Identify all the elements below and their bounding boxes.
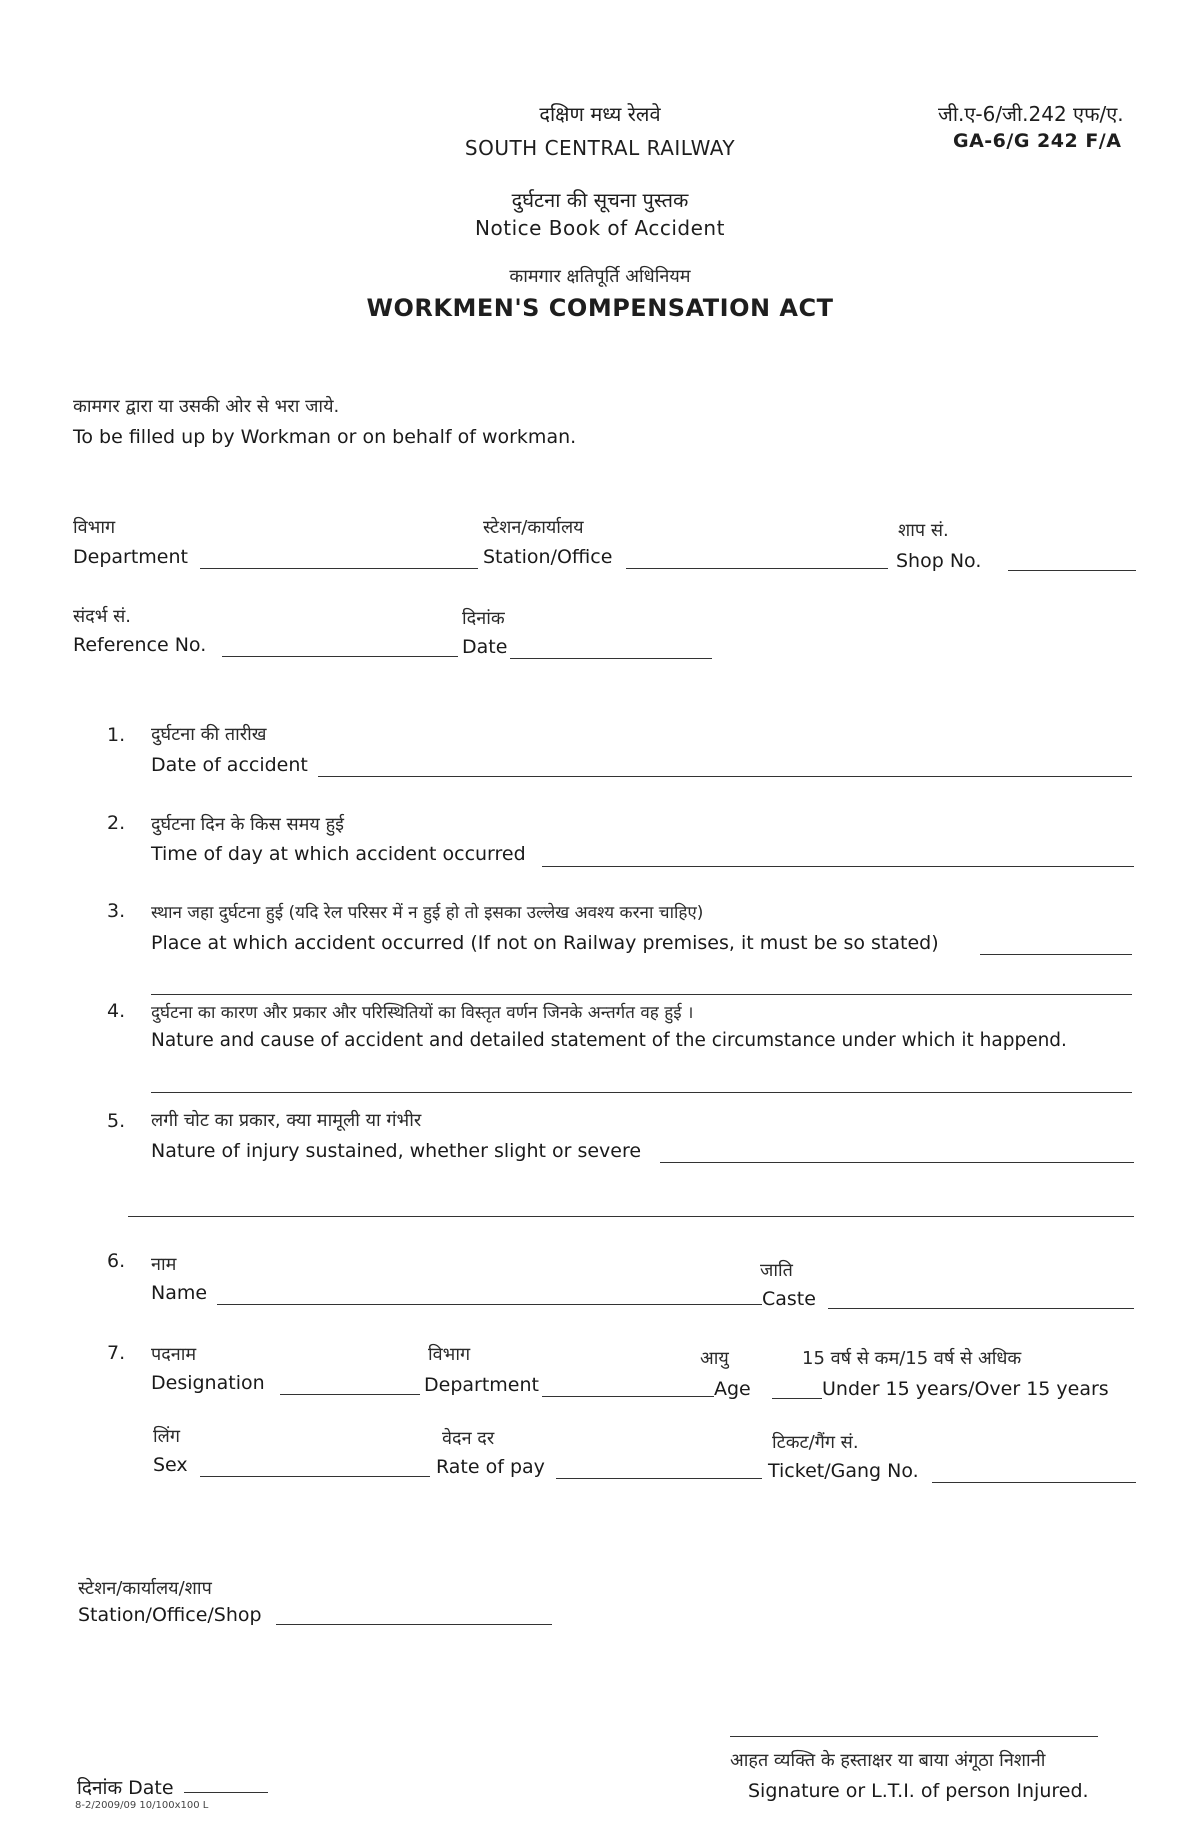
date-label: Date [462,636,508,658]
name-field[interactable] [217,1304,762,1305]
accident-nature-label: Nature and cause of accident and detailed statement of the circumstance under which it happend. [151,1030,1067,1051]
footer-date-field[interactable] [184,1792,268,1793]
name-label-hindi: नाम [151,1254,177,1275]
item-number: 4. [107,1000,126,1022]
caste-field[interactable] [828,1308,1134,1309]
department-field[interactable] [200,568,478,569]
signature-label-hindi: आहत व्यक्ति के हस्ताक्षर या बाया अंगूठा निशानी [730,1750,1046,1771]
accident-date-label: Date of accident [151,754,308,776]
name-label: Name [151,1282,208,1304]
notice-book-title: Notice Book of Accident [475,216,725,240]
item-number: 1. [107,724,126,746]
department-label: Department [73,546,188,568]
pay-label-hindi: वेदन दर [442,1428,495,1449]
print-code: 8-2/2009/09 10/100x100 L [75,1800,209,1811]
instruction: To be filled up by Workman or on behalf of workman. [73,426,577,448]
injury-nature-label-hindi: लगी चोट का प्रकार, क्या मामूली या गंभीर [151,1110,422,1131]
station-label-hindi: स्टेशन/कार्यालय [483,517,584,538]
accident-place-field[interactable] [980,954,1132,955]
accident-time-field[interactable] [542,866,1134,867]
accident-date-field[interactable] [318,776,1132,777]
station-label: Station/Office [483,546,613,568]
item-number: 7. [107,1342,126,1364]
shop-label-hindi: शाप सं. [898,520,949,541]
instruction-hindi: कामगर द्वारा या उसकी ओर से भरा जाये. [73,396,340,417]
item-number: 3. [107,900,126,922]
sex-label-hindi: लिंग [153,1426,180,1447]
department-field[interactable] [542,1396,714,1397]
shop-label: Shop No. [896,550,982,572]
footer-station-label-hindi: स्टेशन/कार्यालय/शाप [78,1578,212,1599]
signature-field[interactable] [730,1736,1098,1737]
shop-field[interactable] [1008,570,1136,571]
item-number: 2. [107,812,126,834]
age-label-hindi: आयु [700,1348,729,1369]
ticket-label: Ticket/Gang No. [768,1460,919,1482]
accident-place-label-hindi: स्थान जहा दुर्घटना हुई (यदि रेल परिसर में न हुई हो तो इसका उल्लेख अवश्य करना चाहिए) [151,903,704,923]
reference-label: Reference No. [73,634,207,656]
designation-label: Designation [151,1372,265,1394]
act-title: WORKMEN'S COMPENSATION ACT [366,294,834,322]
railway-name-hindi: दक्षिण मध्य रेलवे [539,102,661,126]
reference-label-hindi: संदर्भ सं. [73,606,131,627]
ticket-field[interactable] [932,1482,1136,1483]
age-label: Age [714,1378,751,1400]
accident-time-label: Time of day at which accident occurred [151,843,526,865]
notice-book-hindi: दुर्घटना की सूचना पुस्तक [511,188,689,212]
act-title-hindi: कामगार क्षतिपूर्ति अधिनियम [509,266,691,287]
pay-label: Rate of pay [436,1456,545,1478]
age-options-hindi: 15 वर्ष से कम/15 वर्ष से अधिक [802,1348,1022,1369]
sex-field[interactable] [200,1476,430,1477]
form-code-hindi: जी.ए-6/जी.242 एफ/ए. [938,102,1124,126]
footer-station-label: Station/Office/Shop [78,1604,262,1626]
injury-nature-field[interactable] [660,1162,1134,1163]
sex-label: Sex [153,1454,188,1476]
injury-nature-label: Nature of injury sustained, whether slight or severe [151,1140,642,1162]
accident-time-label-hindi: दुर्घटना दिन के किस समय हुई [151,814,344,835]
item-number: 5. [107,1110,126,1132]
form-code: GA-6/G 242 F/A [953,130,1122,152]
pay-field[interactable] [556,1478,762,1479]
department-label-hindi: विभाग [73,517,116,538]
department-label-hindi: विभाग [428,1344,471,1365]
caste-label-hindi: जाति [760,1260,793,1281]
age-field[interactable] [772,1398,822,1399]
accident-nature-field[interactable] [151,1092,1132,1093]
accident-place-field-cont[interactable] [151,994,1132,995]
footer-date-label: दिनांक Date [77,1777,174,1799]
railway-name: SOUTH CENTRAL RAILWAY [464,136,736,160]
designation-label-hindi: पदनाम [151,1344,197,1365]
injury-nature-field-cont[interactable] [128,1216,1134,1217]
designation-field[interactable] [280,1394,420,1395]
date-field[interactable] [510,658,712,659]
date-label-hindi: दिनांक [462,608,505,629]
signature-label: Signature or L.T.I. of person Injured. [748,1780,1089,1802]
reference-field[interactable] [222,656,458,657]
accident-place-label: Place at which accident occurred (If not on Railway premises, it must be so stated) [151,932,939,954]
accident-nature-label-hindi: दुर्घटना का कारण और प्रकार और परिस्थितियों का विस्तृत वर्णन जिनके अन्तर्गत वह हुई । [151,1003,694,1023]
accident-date-label-hindi: दुर्घटना की तारीख [151,724,267,745]
department-label: Department [424,1374,539,1396]
ticket-label-hindi: टिकट/गैंग सं. [772,1432,859,1453]
item-number: 6. [107,1250,126,1272]
age-options[interactable]: Under 15 years/Over 15 years [822,1378,1109,1400]
footer-station-field[interactable] [276,1624,552,1625]
caste-label: Caste [762,1288,816,1310]
station-field[interactable] [626,568,888,569]
